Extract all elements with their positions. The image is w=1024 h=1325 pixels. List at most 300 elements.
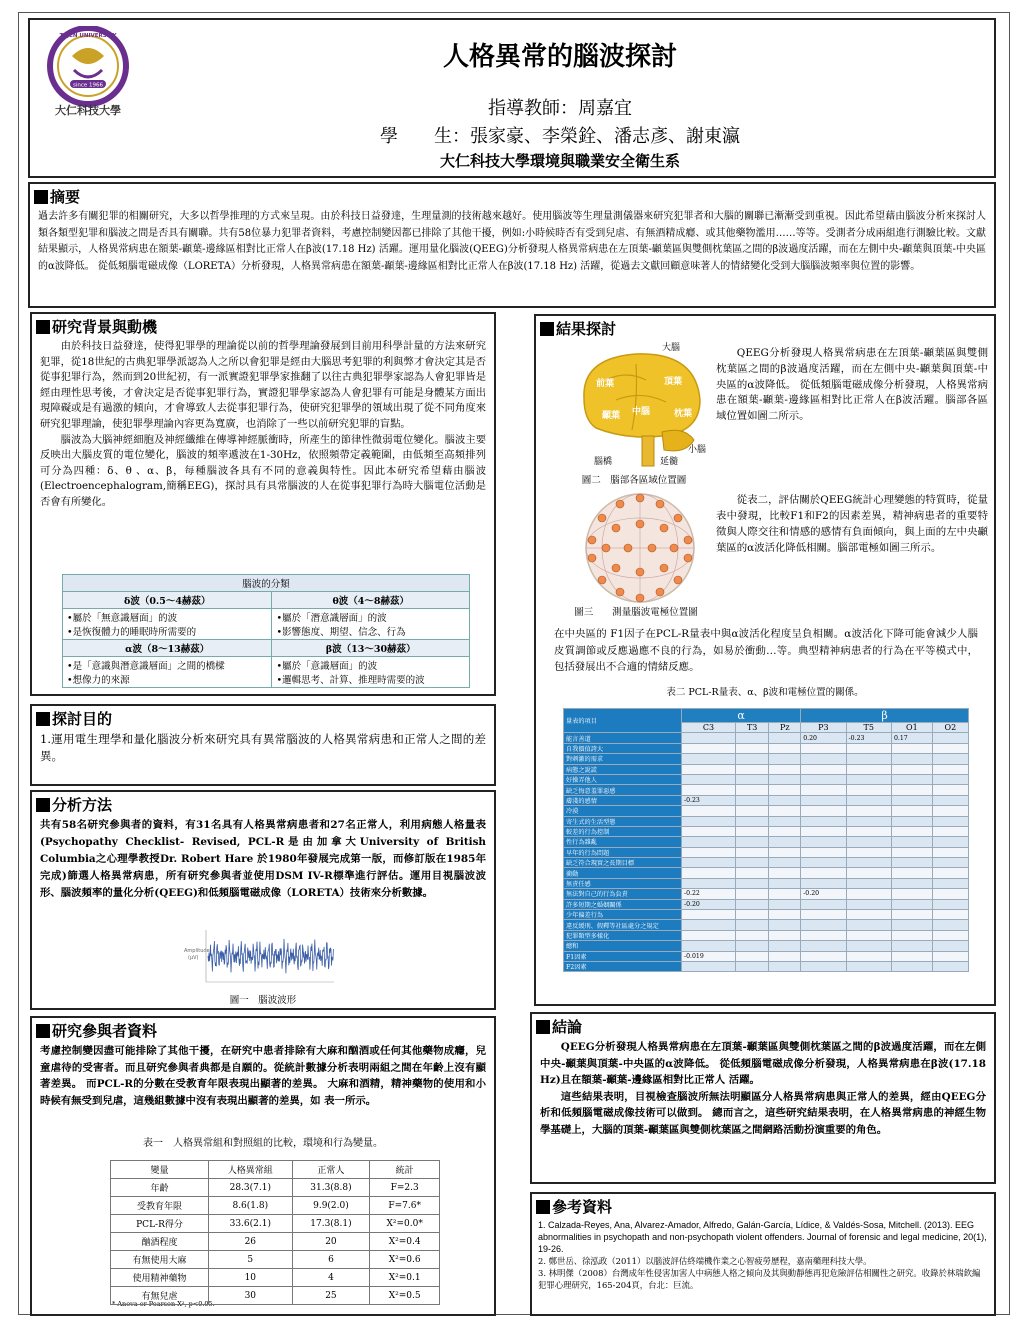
poster-title: 人格異常的腦波探討 — [442, 42, 677, 72]
pclr-item-label: 對刺激的需求 — [564, 754, 682, 764]
correlation-cell — [801, 764, 846, 774]
correlation-cell — [735, 951, 769, 961]
correlation-cell — [682, 868, 736, 878]
reference-2: 2. 鄭世岳、徐泓政（2011）以腦波評估終端機作業之心智疲勞歷程，嘉南藥理科技大學。 — [538, 1256, 872, 1266]
table-row — [111, 1251, 440, 1269]
correlation-cell — [769, 920, 801, 930]
correlation-cell — [846, 941, 891, 951]
correlation-cell — [735, 847, 769, 857]
table-row — [111, 1287, 440, 1305]
abstract-box — [28, 182, 996, 308]
correlation-cell — [932, 961, 968, 971]
correlation-cell — [769, 795, 801, 805]
correlation-cell — [932, 878, 968, 888]
correlation-cell — [801, 899, 846, 909]
correlation-cell — [932, 920, 968, 930]
correlation-cell — [891, 754, 932, 764]
electrode-dot — [636, 568, 644, 576]
correlation-cell — [769, 733, 801, 743]
figure3-caption: 圖三 測量腦波電極位置圖 — [574, 607, 698, 618]
pclr-item-label: 膚淺的感情 — [564, 795, 682, 805]
pclr-item-label: F1因素 — [564, 951, 682, 961]
correlation-cell — [846, 878, 891, 888]
correlation-cell — [682, 920, 736, 930]
brain-diagram — [566, 340, 716, 470]
correlation-cell: -0.22 — [682, 889, 736, 899]
abstract-heading: 摘要 — [30, 184, 994, 209]
correlation-cell — [801, 816, 846, 826]
table-cell: 26 — [209, 1233, 293, 1251]
correlation-cell — [769, 889, 801, 899]
pclr-item-label: 能言善道 — [564, 733, 682, 743]
table-row — [564, 878, 969, 888]
table-row — [564, 847, 969, 857]
table-row — [111, 1233, 440, 1251]
brain-label-parietal: 頂葉 — [664, 377, 683, 387]
correlation-cell — [846, 785, 891, 795]
pclr-item-label: 性行為雜亂 — [564, 837, 682, 847]
electrode-dot — [670, 544, 678, 552]
purpose-box — [30, 704, 496, 786]
eeg-waveform-figure — [178, 926, 338, 988]
correlation-cell — [735, 733, 769, 743]
correlation-cell — [801, 774, 846, 784]
correlation-cell — [682, 785, 736, 795]
correlation-cell — [846, 826, 891, 836]
pclr-item-label: 總和 — [564, 941, 682, 951]
theta-band: θ波（4～8赫茲） — [272, 592, 470, 609]
correlation-cell — [735, 785, 769, 795]
correlation-cell — [846, 837, 891, 847]
table-cell: 使用精神藥物 — [111, 1269, 209, 1287]
correlation-cell — [769, 743, 801, 753]
correlation-cell — [891, 858, 932, 868]
reference-1: 1. Calzada-Reyes, Ana, Alvarez-Amador, Alfredo, Galán-García, Lídice, & Valdés-Sosa, Mitchell. (2013). EEG abnormalities in psychopath and non-psychopath violent offenders. Journal of forensic and legal medicine, 20(1), 19-26. — [538, 1220, 987, 1254]
correlation-cell — [735, 910, 769, 920]
delta-desc: •屬於「無意識層面」的波 •是恢復體力的睡眠時所需要的 — [63, 609, 272, 640]
correlation-cell — [769, 754, 801, 764]
electrode-dot — [684, 554, 692, 562]
table-cell: X²=0.6 — [370, 1251, 440, 1269]
eeg-ylabel-1: Amplitude — [184, 948, 210, 954]
correlation-cell — [735, 754, 769, 764]
correlation-cell — [769, 774, 801, 784]
correlation-cell — [801, 837, 846, 847]
pclr-item-label: 寄生式的生活型態 — [564, 816, 682, 826]
correlation-cell — [932, 858, 968, 868]
brain-label-frontal: 前葉 — [596, 379, 615, 389]
reference-3: 3. 林明傑（2008）台灣成年性侵害加害人中病態人格之傾向及其與動靜態再犯危險評估相關性之研究。收錄於林瑞欽編 犯罪心理研究，165-204頁，台北：巨流。 — [538, 1268, 981, 1290]
table-cell: 4 — [292, 1269, 370, 1287]
results-paragraph-2: 從表二，評估關於QEEG統計心理變態的特質時，從量表中發現，比較F1和F2的因素差異，精神病患者的重要特徵與人際交往和情感的感情有負面傾向，與上面的左中央顳葉區的α波活化降低相關。腦部電極如圖三所示。 — [716, 494, 988, 554]
conclusion-box — [530, 1012, 996, 1184]
correlation-cell — [891, 889, 932, 899]
table-row — [564, 961, 969, 971]
logo-chinese-name: 大仁科技大學 — [55, 104, 121, 117]
university-logo — [42, 26, 134, 118]
table-cell: X²=0.4 — [370, 1233, 440, 1251]
correlation-cell — [735, 868, 769, 878]
correlation-cell — [932, 868, 968, 878]
wave-table-caption: 腦波的分類 — [63, 575, 470, 592]
correlation-cell — [801, 806, 846, 816]
correlation-cell — [682, 826, 736, 836]
brain-label-medulla: 延髓 — [660, 457, 679, 467]
table-cell: F=2.3 — [370, 1179, 440, 1197]
electrode-dot — [602, 544, 610, 552]
table-row — [111, 1197, 440, 1215]
brain-label-occipital: 枕葉 — [674, 409, 693, 419]
correlation-cell — [891, 826, 932, 836]
t2-beta-header: β — [801, 709, 969, 723]
t2-corner: 量表的項目 — [564, 709, 682, 733]
table-cell: 6 — [292, 1251, 370, 1269]
correlation-cell: -0.20 — [682, 899, 736, 909]
table-cell: 33.6(2.1) — [209, 1215, 293, 1233]
correlation-cell — [932, 941, 968, 951]
correlation-cell — [769, 878, 801, 888]
correlation-cell — [891, 774, 932, 784]
correlation-cell — [846, 961, 891, 971]
t1-header: 統計 — [370, 1161, 440, 1179]
electrode-dot — [624, 544, 632, 552]
correlation-cell — [846, 743, 891, 753]
results-heading: 結果探討 — [536, 316, 994, 341]
table-cell: 10 — [209, 1269, 293, 1287]
eeg-waveform-line — [208, 939, 333, 973]
correlation-cell — [846, 910, 891, 920]
background-heading: 研究背景與動機 — [32, 314, 494, 339]
pclr-item-label: 較差的行為控制 — [564, 826, 682, 836]
electrode-dot — [612, 524, 620, 532]
table-cell: 8.6(1.8) — [209, 1197, 293, 1215]
alpha-band: α波（8～13赫茲） — [63, 640, 272, 657]
correlation-cell — [682, 816, 736, 826]
table-cell: 20 — [292, 1233, 370, 1251]
table-row — [564, 754, 969, 764]
table1-caption: 表一 人格異常組和對照組的比較，環境和行為變量。 — [143, 1138, 383, 1149]
pclr-item-label: 無法對自己的行為負責 — [564, 889, 682, 899]
correlation-cell: -0.23 — [846, 733, 891, 743]
table-row — [564, 806, 969, 816]
correlation-cell — [769, 868, 801, 878]
correlation-cell — [801, 868, 846, 878]
table-row — [564, 733, 969, 743]
table-row — [564, 951, 969, 961]
correlation-cell — [769, 785, 801, 795]
electrode-column-header: T3 — [735, 723, 769, 733]
correlation-cell — [932, 774, 968, 784]
pclr-item-label: 缺乏悔意羞罪惡感 — [564, 785, 682, 795]
correlation-cell — [932, 899, 968, 909]
correlation-cell: -0.019 — [682, 951, 736, 961]
correlation-cell — [801, 858, 846, 868]
correlation-cell — [769, 837, 801, 847]
electrode-dot — [660, 524, 668, 532]
table-cell: 9.9(2.0) — [292, 1197, 370, 1215]
correlation-cell — [801, 878, 846, 888]
correlation-cell — [801, 951, 846, 961]
pclr-item-label: 犯罪類型多樣化 — [564, 930, 682, 940]
correlation-cell — [769, 847, 801, 857]
correlation-cell — [769, 764, 801, 774]
table-cell: X²=0.0* — [370, 1215, 440, 1233]
correlation-cell — [891, 743, 932, 753]
correlation-cell — [735, 920, 769, 930]
correlation-cell — [846, 920, 891, 930]
table-row — [564, 858, 969, 868]
brain-label-cerebellum: 小腦 — [688, 445, 707, 455]
references-heading: 參考資料 — [532, 1194, 994, 1219]
correlation-cell — [932, 826, 968, 836]
electrode-column-header: T5 — [846, 723, 891, 733]
electrode-dot — [588, 554, 596, 562]
electrode-dot — [588, 536, 596, 544]
correlation-cell — [891, 930, 932, 940]
table-cell: 31.3(8.8) — [292, 1179, 370, 1197]
correlation-cell — [891, 785, 932, 795]
electrode-dot — [674, 576, 682, 584]
electrode-dot — [636, 520, 644, 528]
correlation-cell — [682, 858, 736, 868]
table-row — [111, 1179, 440, 1197]
electrode-column-header: Pz — [769, 723, 801, 733]
table-cell: 30 — [209, 1287, 293, 1305]
pclr-item-label: 違反緩刑、假釋等社區處分之規定 — [564, 920, 682, 930]
correlation-cell — [891, 910, 932, 920]
correlation-cell — [891, 837, 932, 847]
correlation-cell — [769, 951, 801, 961]
brain-label-midbrain: 中腦 — [632, 407, 651, 417]
eeg-ylabel-2: (μV) — [188, 955, 199, 961]
table-row — [564, 889, 969, 899]
correlation-cell — [801, 795, 846, 805]
electrode-dot — [636, 594, 644, 602]
table-row — [564, 910, 969, 920]
background-paragraph-1: 由於科技日益發達，使得犯罪學的理論從以前的哲學理論發展到目前用科學計量的方法來研究犯罪，從18世紀的古典犯罪學派認為人之所以會犯罪是經由大腦思考犯罪的利與弊才會決定其是否從事犯罪行為，然而到20世紀初，有一派實證犯罪學家推翻了以往古典犯罪學家認為人會犯罪皆是經由理性思考後，才會決定是否從事犯罪行為，實證犯罪學家認為人會犯罪有可能是身體某方面出現障礙或是有過激的傾向，才會導致人去從事犯罪行為，使研究犯罪學的領域出現了從不同角度來研究犯罪理論，使犯罪學理論內容更為寬廣，也消除了一些以前研究犯罪的盲點。 — [40, 340, 486, 430]
pclr-item-label: 許多短期之婚姻關係 — [564, 899, 682, 909]
electrode-dot — [656, 588, 664, 596]
correlation-cell — [801, 941, 846, 951]
correlation-cell — [932, 889, 968, 899]
table-cell: 5 — [209, 1251, 293, 1269]
pclr-item-label: 少年偏差行為 — [564, 910, 682, 920]
correlation-cell — [769, 826, 801, 836]
method-heading: 分析方法 — [32, 792, 494, 817]
table-row — [564, 743, 969, 753]
table1-footnote: * Anova or Pearson X², p<0.05. — [112, 1300, 215, 1308]
electrode-dot — [616, 500, 624, 508]
figure2-caption: 圖二 腦部各區域位置圖 — [581, 475, 687, 486]
pclr-item-label: 自我價值誇大 — [564, 743, 682, 753]
correlation-cell — [769, 816, 801, 826]
correlation-cell — [682, 806, 736, 816]
correlation-cell — [769, 899, 801, 909]
electrode-dot — [616, 588, 624, 596]
table-row — [564, 941, 969, 951]
correlation-cell — [682, 754, 736, 764]
electrode-diagram — [576, 488, 706, 608]
correlation-cell — [932, 785, 968, 795]
correlation-cell — [891, 868, 932, 878]
pclr-item-label: 衝動 — [564, 868, 682, 878]
correlation-cell — [801, 847, 846, 857]
electrode-dot — [660, 564, 668, 572]
table-cell: 年齡 — [111, 1179, 209, 1197]
conclusion-paragraph-1: QEEG分析發現人格異常病患在左頂葉-顳葉區與雙側枕葉區之間的β波過度活躍，而在左側中央-顳葉與頂葉-中央區的α波降低。 從低頻腦電磁成像分析發現，人格異常病患在β波(17.18 Hz)且在額葉-顳葉-邊緣區相對比正常人 活躍。 — [540, 1041, 986, 1086]
results-paragraph-1: QEEG分析發現人格異常病患在左頂葉-顳葉區與雙側枕葉區之間的β波過度活躍，而在左側中央-顳葉與頂葉-中央區的α波降低。 從低頻腦電磁成像分析發現，人格異常病患在額葉-顳葉-邊緣區相對比正常人在β波活躍。腦部各區域位置如圖二所示。 — [716, 347, 988, 423]
correlation-cell — [932, 837, 968, 847]
table2-caption: 表二 PCL-R量表、α、β波和電極位置的關係。 — [666, 687, 864, 698]
correlation-cell — [891, 764, 932, 774]
delta-band: δ波（0.5～4赫茲） — [63, 592, 272, 609]
correlation-cell — [682, 774, 736, 784]
figure1-caption: 圖一 腦波波形 — [229, 995, 297, 1006]
correlation-cell — [801, 930, 846, 940]
correlation-cell — [932, 754, 968, 764]
background-paragraph-2: 腦波為大腦神經細胞及神經纖維在傳導神經脈衝時，所產生的節律性微弱電位變化。腦波主要反映出大腦皮質的電位變化，腦波的頻率遞波在1-30Hz，依照頻帶定義範圍，由低頻至高頻排列可分為四種：δ、θ 、α、β，每種腦波各具有不同的意義與特性。因此本研究希望藉由腦波(Electroencephalogram,簡稱EEG)，探討具有具常腦波的人在從事犯罪行為時大腦電位活動是否會有所變化。 — [40, 433, 486, 508]
correlation-cell — [891, 899, 932, 909]
correlation-cell — [735, 795, 769, 805]
correlation-cell — [846, 858, 891, 868]
references-box — [530, 1192, 996, 1316]
correlation-cell — [682, 941, 736, 951]
electrode-dot — [684, 536, 692, 544]
correlation-cell — [801, 920, 846, 930]
correlation-cell — [735, 858, 769, 868]
table-row — [111, 1269, 440, 1287]
correlation-cell — [846, 795, 891, 805]
correlation-cell — [891, 878, 932, 888]
correlation-cell — [891, 941, 932, 951]
results-paragraph-3: 在中央區的 F1因子在PCL-R量表中與α波活化程度呈負相關。α波活化下降可能會減少人腦皮質調節或反應過應不良的行為，如易於衝動…等。典型精神病患者的行為在平等模式中，包括發展出不合適的情緒反應。 — [554, 628, 978, 673]
advisor-line: 指導教師：周嘉宜 — [488, 98, 632, 119]
correlation-cell — [932, 847, 968, 857]
correlation-cell — [735, 806, 769, 816]
correlation-cell — [846, 889, 891, 899]
correlation-cell: 0.17 — [891, 733, 932, 743]
table-row — [111, 1215, 440, 1233]
correlation-cell — [891, 816, 932, 826]
correlation-cell — [801, 961, 846, 971]
table-row — [564, 930, 969, 940]
correlation-cell — [846, 754, 891, 764]
correlation-cell — [846, 806, 891, 816]
electrode-column-header: O2 — [932, 723, 968, 733]
correlation-cell — [682, 733, 736, 743]
beta-band: β波（13～30赫茲） — [272, 640, 470, 657]
table-row — [564, 899, 969, 909]
correlation-cell — [735, 899, 769, 909]
correlation-cell — [682, 878, 736, 888]
correlation-cell — [682, 764, 736, 774]
correlation-cell — [932, 816, 968, 826]
table-row — [564, 826, 969, 836]
logo-university-name: TAJEN UNIVERSITY — [59, 33, 117, 39]
table-cell: 25 — [292, 1287, 370, 1305]
correlation-cell — [682, 961, 736, 971]
purpose-text: 1.運用電生理學和量化腦波分析來研究具有異常腦波的人格異常病患和正常人之間的差異。 — [40, 732, 486, 763]
theta-desc: •屬於「潛意識層面」的波 •影響態度、期望、信念、行為 — [272, 609, 470, 640]
correlation-cell — [932, 930, 968, 940]
correlation-cell — [769, 858, 801, 868]
wave-classification-table — [62, 574, 470, 688]
electrode-dot — [648, 544, 656, 552]
table-cell: 28.3(7.1) — [209, 1179, 293, 1197]
table-cell: X²=0.1 — [370, 1269, 440, 1287]
correlation-cell — [846, 764, 891, 774]
correlation-cell: -0.20 — [801, 889, 846, 899]
brain-label-pons: 腦橋 — [594, 457, 613, 467]
correlation-cell — [735, 941, 769, 951]
logo-since: since 1966 — [72, 82, 104, 89]
correlation-cell: -0.23 — [682, 795, 736, 805]
table-row — [564, 795, 969, 805]
pclr-item-label: 無責任感 — [564, 878, 682, 888]
table-cell: 酗酒程度 — [111, 1233, 209, 1251]
table-row — [564, 837, 969, 847]
correlation-cell — [769, 961, 801, 971]
correlation-cell — [891, 961, 932, 971]
correlation-cell — [801, 910, 846, 920]
correlation-cell — [769, 941, 801, 951]
pclr-eeg-table — [563, 708, 969, 972]
correlation-cell — [801, 754, 846, 764]
method-box — [30, 790, 496, 1010]
electrode-dot — [674, 514, 682, 522]
beta-desc: •屬於「意識層面」的波 •邏輯思考、計算、推理時需要的波 — [272, 657, 470, 688]
correlation-cell — [932, 806, 968, 816]
correlation-cell — [682, 847, 736, 857]
electrode-dot — [636, 494, 644, 502]
correlation-cell — [891, 806, 932, 816]
correlation-cell — [801, 785, 846, 795]
pclr-item-label: 好操弄他人 — [564, 774, 682, 784]
pclr-item-label: 缺乏符合現實之長期目標 — [564, 858, 682, 868]
electrode-dot — [598, 514, 606, 522]
table-row — [564, 816, 969, 826]
correlation-cell — [735, 774, 769, 784]
electrode-column-header: C3 — [682, 723, 736, 733]
correlation-cell — [801, 826, 846, 836]
table-row — [564, 774, 969, 784]
correlation-cell — [682, 930, 736, 940]
correlation-cell — [846, 816, 891, 826]
correlation-cell — [891, 795, 932, 805]
correlation-cell — [932, 743, 968, 753]
table-cell: PCL-R得分 — [111, 1215, 209, 1233]
correlation-cell: 0.20 — [801, 733, 846, 743]
correlation-cell — [891, 847, 932, 857]
electrode-dot — [598, 576, 606, 584]
table-row — [564, 920, 969, 930]
table-cell: 有無使用大麻 — [111, 1251, 209, 1269]
correlation-cell — [932, 910, 968, 920]
correlation-cell — [769, 910, 801, 920]
correlation-cell — [682, 743, 736, 753]
correlation-cell — [846, 930, 891, 940]
correlation-cell — [735, 961, 769, 971]
table-row — [564, 785, 969, 795]
pclr-item-label: 病態之說謊 — [564, 764, 682, 774]
correlation-cell — [932, 733, 968, 743]
conclusion-paragraph-2: 這些結果表明，目視檢查腦波所無法明顯區分人格異常病患與正常人的差異，經由QEEG分析和低頻腦電磁成像技術可以做到。 總而言之，這些研究結果表明，在人格異常病患的神經生物學基礎上，大腦的頂葉-顳葉區與雙側枕葉區之間網路活動扮演重要的角色。 — [540, 1090, 986, 1136]
correlation-cell — [846, 899, 891, 909]
table-cell: F=7.6* — [370, 1197, 440, 1215]
correlation-cell — [735, 816, 769, 826]
participants-table — [110, 1160, 440, 1305]
electrode-dot — [612, 564, 620, 572]
